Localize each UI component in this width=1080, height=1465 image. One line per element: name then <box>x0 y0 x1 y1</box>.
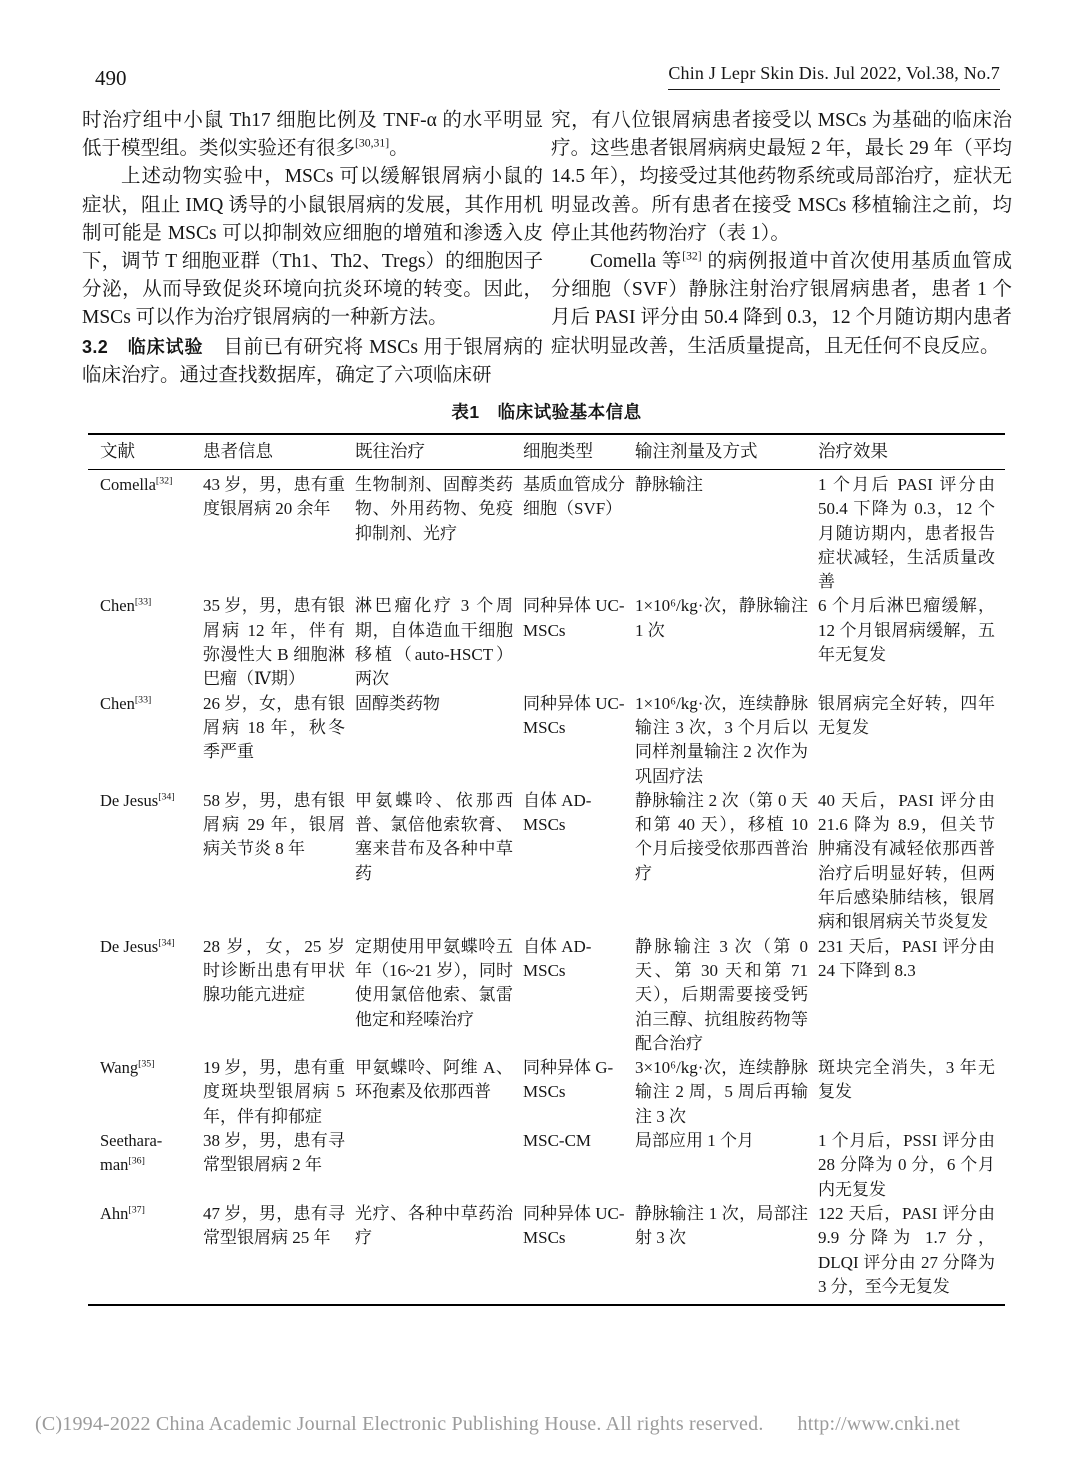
table-header-row <box>88 435 1005 470</box>
cell-outcome: 122 天后，PASI 评分由 9.9 分降为 1.7 分，DLQI 评分由 27 分降为 3 分，至今无复发 <box>818 1203 995 1296</box>
cell-outcome: 6 个月后淋巴瘤缓解，12 个月银屑病缓解，五年无复发 <box>818 596 995 665</box>
cell-cell-type: 同种异体 UC-MSCs <box>523 596 625 640</box>
cell-reference: Seethara-man[36] <box>100 1131 163 1175</box>
citation-superscript: [37] <box>128 1204 145 1216</box>
footer-url: http://www.cnki.net <box>797 1413 961 1435</box>
section-heading: 3.2 临床试验 <box>82 336 204 357</box>
paragraph: 时治疗组中小鼠 Th17 细胞比例及 TNF-α 的水平明显低于模型组。类似实验还有很多[30,31]。 <box>82 110 543 160</box>
cell-dose-route: 3×10⁶/kg·次，连续静脉输注 2 周，5 周后再输注 3 次 <box>635 1058 808 1126</box>
cell-prior-treatment <box>355 1129 523 1202</box>
citation-superscript: [33] <box>134 596 152 608</box>
table-title: 表1 临床试验基本信息 <box>451 402 642 422</box>
cell-cell-type: 自体 AD-MSCs <box>523 936 592 980</box>
cell-reference: Ahn[37] <box>100 1203 145 1223</box>
cell-patient-info: 26 岁，女，患有银屑病 18 年，秋冬季严重 <box>203 693 345 762</box>
cell-prior-treatment: 甲氨蝶呤、阿维 A、环孢素及依那西普 <box>355 1058 513 1102</box>
body-column-right <box>551 107 1012 361</box>
cell-patient-info: 43 岁，男，患有重度银屑病 20 余年 <box>203 475 345 519</box>
citation-superscript: [34] <box>158 937 175 949</box>
cell-dose-route: 静脉输注 1 次，局部注射 3 次 <box>635 1203 808 1248</box>
column-header-outcome: 治疗效果 <box>818 441 888 461</box>
citation-superscript: [30,31] <box>355 136 390 150</box>
cell-dose-route: 1×10⁶/kg·次，静脉输注 1 次 <box>635 596 808 640</box>
cell-dose-route: 静脉输注 2 次（第 0 天和第 40 天），移植 10 个月后接受依那西普治疗 <box>635 790 808 883</box>
cell-reference: Wang[35] <box>100 1058 155 1078</box>
table-row <box>88 1056 1005 1129</box>
column-header-cell-type: 细胞类型 <box>523 441 593 461</box>
cell-patient-info: 35 岁，男，患有银屑病 12 年，伴有弥漫性大 B 细胞淋巴瘤（Ⅳ期） <box>203 596 345 689</box>
cell-prior-treatment: 淋巴瘤化疗 3 个周期，自体造血干细胞移植（auto-HSCT）两次 <box>355 596 513 689</box>
paragraph: 3.2 临床试验 目前已有研究将 MSCs 用于银屑病的临床治疗。通过查找数据库，确定了六项临床研 <box>82 336 543 386</box>
cell-prior-treatment: 生物制剂、固醇类药物、外用药物、免疫抑制剂、光疗 <box>355 475 513 543</box>
column-header-reference: 文献 <box>100 441 135 461</box>
column-header-dose-route: 输注剂量及方式 <box>635 441 758 461</box>
table-row <box>88 935 1005 1056</box>
cell-patient-info: 28 岁，女，25 岁时诊断出患有甲状腺功能亢进症 <box>203 936 345 1005</box>
paragraph: 上述动物实验中，MSCs 可以缓解银屑病小鼠的症状，阻止 IMQ 诱导的小鼠银屑病的发展，其作用机制可能是 MSCs 可以抑制效应细胞的增殖和渗透入皮下，调节 T 细胞亚群（Th1、Th2、Tregs）的细胞因子分泌，从而导致促炎环境向抗炎环境的转变。因此，MSCs 可以作为治疗银屑病的一种新方法。 <box>82 166 543 329</box>
cell-reference: De Jesus[34] <box>100 790 175 810</box>
citation-superscript: [32] <box>155 475 173 487</box>
cell-patient-info: 58 岁，男，患有银屑病 29 年，银屑病关节炎 8 年 <box>203 790 345 859</box>
column-header-prior-treatment: 既往治疗 <box>355 441 425 461</box>
cell-cell-type: 自体 AD-MSCs <box>523 790 592 835</box>
cell-reference: Chen[33] <box>100 596 152 616</box>
page-footer <box>35 1413 1045 1436</box>
citation-superscript: [35] <box>138 1058 155 1070</box>
cell-dose-route: 静脉输注 3 次（第 0 天、第 30 天和第 71 天），后期需要接受钙泊三醇、抗组胺药物等配合治疗 <box>635 936 808 1053</box>
table-row <box>88 1129 1005 1202</box>
page-header <box>95 62 1000 90</box>
cell-prior-treatment: 定期使用甲氨蝶呤五年（16~21 岁），同时使用氯倍他索、氯雷他定和羟嗪治疗 <box>355 936 513 1029</box>
cell-cell-type: 同种异体 G-MSCs <box>523 1058 614 1102</box>
paragraph: 究，有八位银屑病患者接受以 MSCs 为基础的临床治疗。这些患者银屑病病史最短 2 年，最长 29 年（平均 14.5 年），均接受过其他药物系统或局部治疗，症状无明显改善。所有患者在接受 MSCs 移植输注之前，均停止其他药物治疗（表 1）。 <box>551 110 1012 244</box>
table <box>88 433 1005 1306</box>
citation-superscript: [33] <box>134 694 152 706</box>
cell-outcome: 40 天后，PASI 评分由 21.6 降为 8.9，但关节肿痛没有减轻依那西普治疗后明显好转，但两年后感染肺结核，银屑病和银屑病关节炎复发 <box>818 790 995 932</box>
cell-patient-info: 38 岁，男，患有寻常型银屑病 2 年 <box>203 1131 345 1175</box>
cell-prior-treatment: 光疗、各种中草药治疗 <box>355 1203 513 1248</box>
citation-superscript: [32] <box>682 249 702 263</box>
cell-outcome: 1 个月后 PASI 评分由 50.4 下降为 0.3，12 个月随访期内，患者报告症状减轻，生活质量改善 <box>818 475 995 592</box>
paragraph: Comella 等[32] 的病例报道中首次使用基质血管成分细胞（SVF）静脉注射治疗银屑病患者，患者 1 个月后 PASI 评分由 50.4 降到 0.3，12 个月随访期内患者症状明显改善，生活质量提高，且无任何不良反应。 <box>551 249 1012 357</box>
cell-reference: Comella[32] <box>100 475 173 494</box>
page-number: 490 <box>95 66 127 90</box>
cell-outcome: 银屑病完全好转，四年无复发 <box>818 693 995 737</box>
cell-dose-route: 静脉输注 <box>635 475 703 494</box>
table-row <box>88 789 1005 935</box>
citation-superscript: [34] <box>158 791 175 803</box>
copyright-text: (C)1994-2022 China Academic Journal Electronic Publishing House. All rights reserved. <box>35 1413 764 1435</box>
clinical-trials-table <box>88 399 1005 1306</box>
table-row <box>88 594 1005 691</box>
table-row <box>88 1202 1005 1299</box>
cell-patient-info: 47 岁，男，患有寻常型银屑病 25 年 <box>203 1203 345 1248</box>
table-body <box>88 470 1005 1304</box>
journal-title: Chin J Lepr Skin Dis. Jul 2022, Vol.38, No.7 <box>668 62 1000 90</box>
cell-outcome: 231 天后，PASI 评分由 24 下降到 8.3 <box>818 936 995 980</box>
table-row <box>88 692 1005 789</box>
body-column-left <box>82 107 543 390</box>
citation-superscript: [36] <box>128 1155 145 1167</box>
cell-cell-type: 同种异体 UC-MSCs <box>523 693 625 737</box>
cell-cell-type: 同种异体 UC-MSCs <box>523 1203 625 1248</box>
column-header-patient-info: 患者信息 <box>203 441 273 461</box>
cell-patient-info: 19 岁，男，患有重度斑块型银屑病 5 年，伴有抑郁症 <box>203 1058 345 1126</box>
cell-reference: Chen[33] <box>100 693 152 713</box>
cell-prior-treatment: 甲氨蝶呤、依那西普、氯倍他索软膏、塞来昔布及各种中草药 <box>355 790 513 883</box>
table-row <box>88 473 1005 594</box>
cell-dose-route: 1×10⁶/kg·次，连续静脉输注 3 次，3 个月后以同样剂量输注 2 次作为巩固疗法 <box>635 693 808 786</box>
cell-outcome: 1 个月后，PSSI 评分由 28 分降为 0 分，6 个月内无复发 <box>818 1131 995 1199</box>
cell-prior-treatment: 固醇类药物 <box>355 693 440 713</box>
cell-outcome: 斑块完全消失，3 年无复发 <box>818 1058 995 1102</box>
cell-dose-route: 局部应用 1 个月 <box>635 1131 754 1151</box>
cell-cell-type: MSC-CM <box>523 1131 592 1151</box>
cell-reference: De Jesus[34] <box>100 936 175 956</box>
cell-cell-type: 基质血管成分细胞（SVF） <box>523 475 625 519</box>
